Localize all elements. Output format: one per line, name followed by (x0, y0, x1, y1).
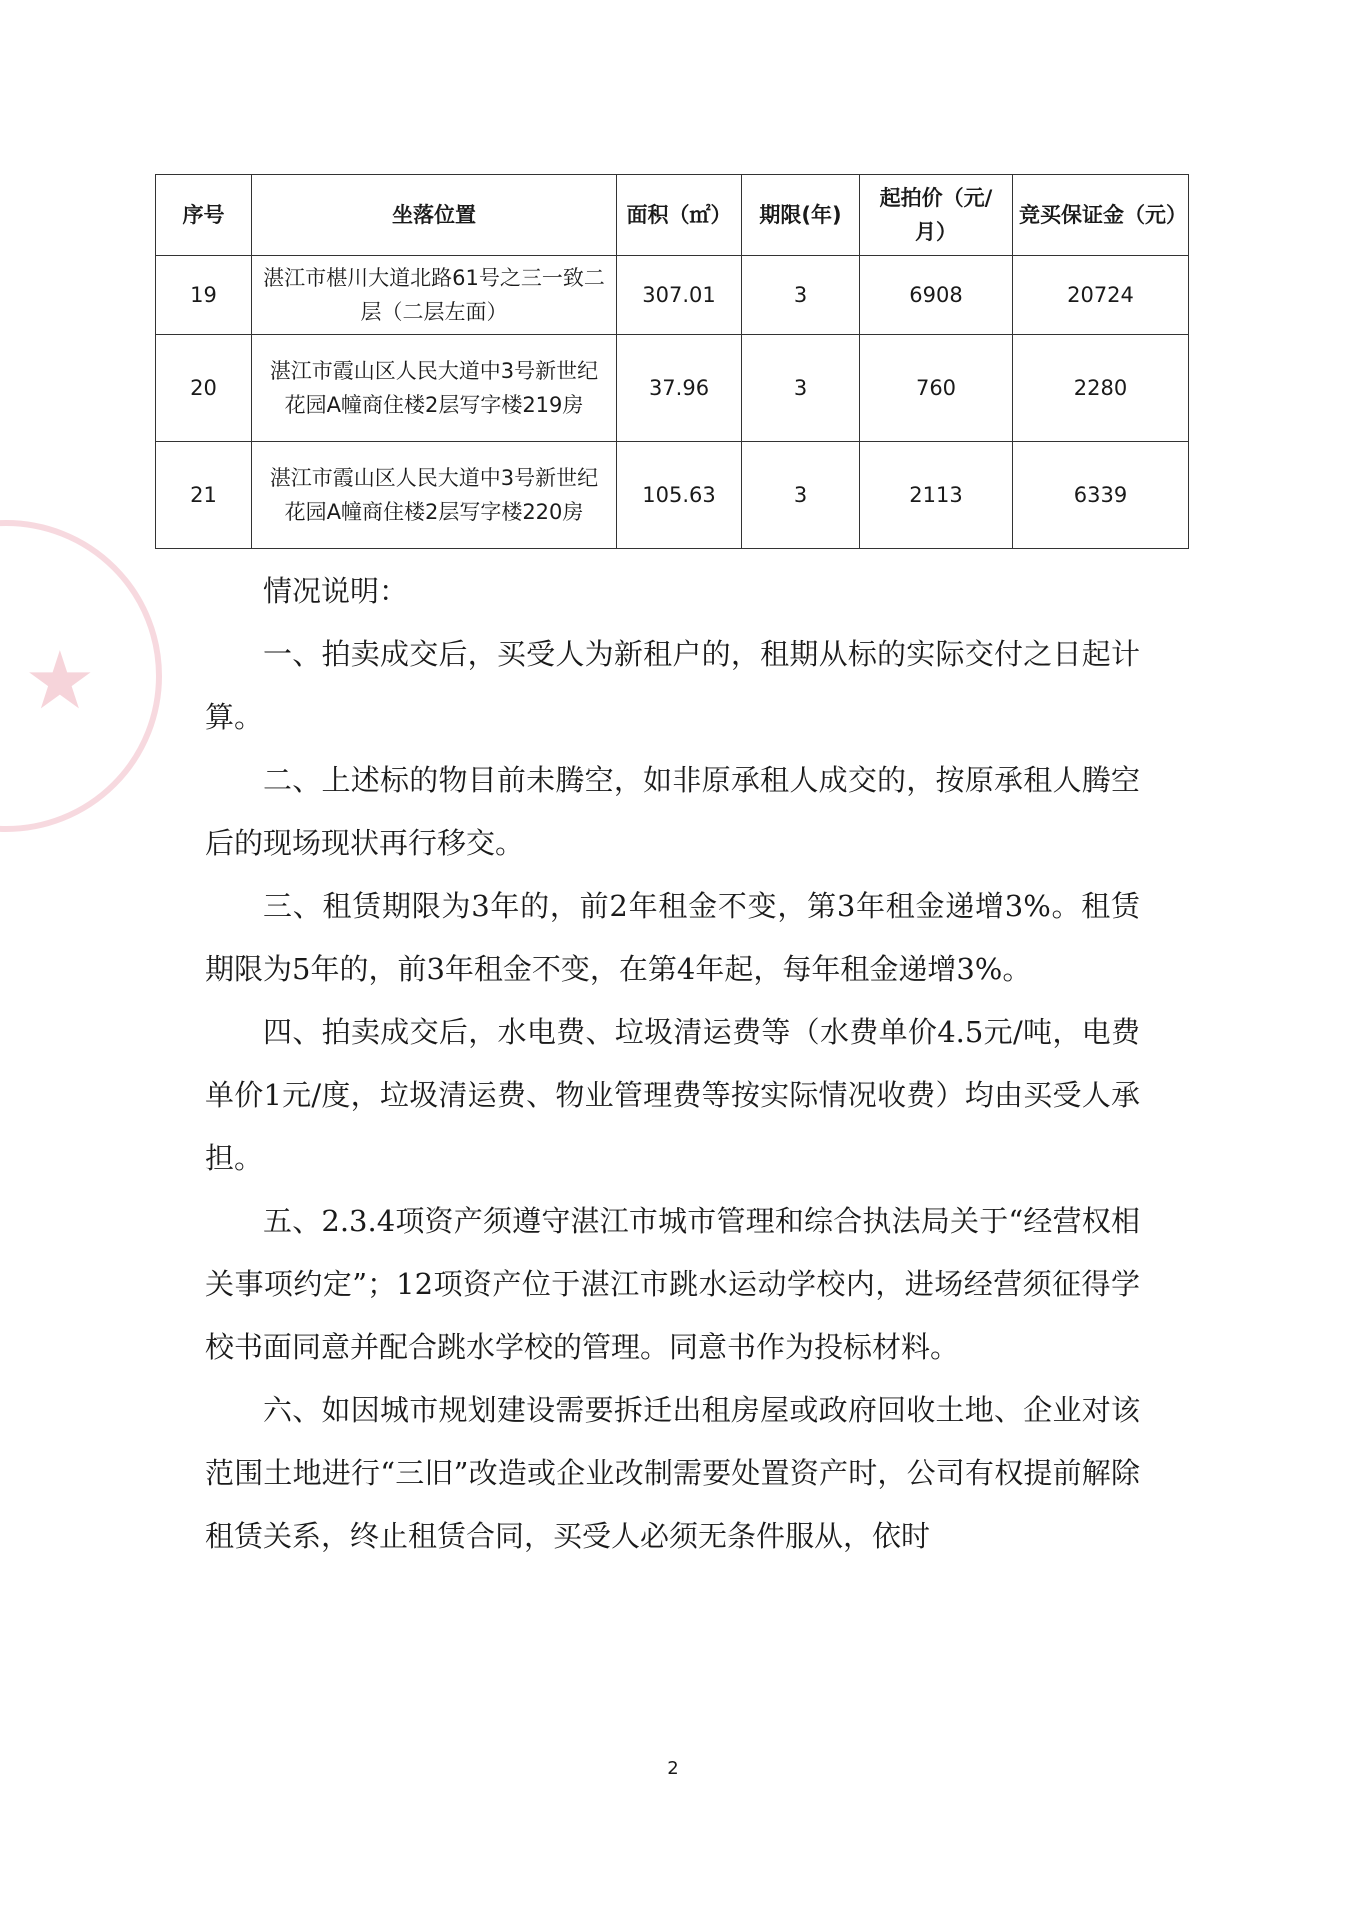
note-item-6: 六、如因城市规划建设需要拆迁出租房屋或政府回收土地、企业对该范围土地进行“三旧”改造或企业改制需要处置资产时，公司有权提前解除租赁关系，终止租赁合同，买受人必须无条件服从，依时 (205, 1393, 1140, 1553)
header-price: 起拍价（元/月） (860, 175, 1013, 256)
table-row (156, 256, 1189, 335)
red-seal-stamp (0, 520, 162, 832)
cell-deposit: 6339 (1013, 442, 1189, 549)
note-item-1: 一、拍卖成交后，买受人为新租户的，租期从标的实际交付之日起计算。 (205, 637, 1140, 734)
header-no: 序号 (156, 175, 252, 256)
cell-no: 20 (156, 335, 252, 442)
notes-heading: 情况说明： (263, 574, 409, 608)
note-item-2: 二、上述标的物目前未腾空，如非原承租人成交的，按原承租人腾空后的现场现状再行移交。 (205, 763, 1140, 860)
header-deposit: 竞买保证金（元） (1013, 175, 1189, 256)
note-item-4: 四、拍卖成交后，水电费、垃圾清运费等（水费单价4.5元/吨，电费单价1元/度，垃圾清运费、物业管理费等按实际情况收费）均由买受人承担。 (205, 1015, 1140, 1175)
cell-no: 21 (156, 442, 252, 549)
cell-no: 19 (156, 256, 252, 335)
note-item-5: 五、2.3.4项资产须遵守湛江市城市管理和综合执法局关于“经营权相关事项约定”；12项资产位于湛江市跳水运动学校内，进场经营须征得学校书面同意并配合跳水学校的管理。同意书作为投标材料。 (205, 1204, 1140, 1364)
cell-price: 6908 (860, 256, 1013, 335)
table-row (156, 442, 1189, 549)
header-term: 期限(年) (742, 175, 860, 256)
asset-table (155, 174, 1189, 549)
cell-location: 湛江市霞山区人民大道中3号新世纪花园A幢商住楼2层写字楼220房 (252, 442, 617, 549)
cell-area: 105.63 (617, 442, 742, 549)
seal-star-icon: ★ (24, 634, 96, 727)
table-header-row (156, 175, 1189, 256)
cell-price: 760 (860, 335, 1013, 442)
cell-deposit: 2280 (1013, 335, 1189, 442)
cell-term: 3 (742, 256, 860, 335)
cell-term: 3 (742, 335, 860, 442)
cell-term: 3 (742, 442, 860, 549)
header-area: 面积（㎡） (617, 175, 742, 256)
cell-price: 2113 (860, 442, 1013, 549)
cell-location: 湛江市霞山区人民大道中3号新世纪花园A幢商住楼2层写字楼219房 (252, 335, 617, 442)
cell-deposit: 20724 (1013, 256, 1189, 335)
page-number: 2 (667, 1758, 679, 1779)
cell-area: 37.96 (617, 335, 742, 442)
notes-section (205, 560, 1140, 1568)
table-row (156, 335, 1189, 442)
cell-area: 307.01 (617, 256, 742, 335)
header-location: 坐落位置 (252, 175, 617, 256)
note-item-3: 三、租赁期限为3年的，前2年租金不变，第3年租金递增3%。租赁期限为5年的，前3年租金不变，在第4年起，每年租金递增3%。 (205, 889, 1140, 986)
cell-location: 湛江市椹川大道北路61号之三一致二层（二层左面） (252, 256, 617, 335)
